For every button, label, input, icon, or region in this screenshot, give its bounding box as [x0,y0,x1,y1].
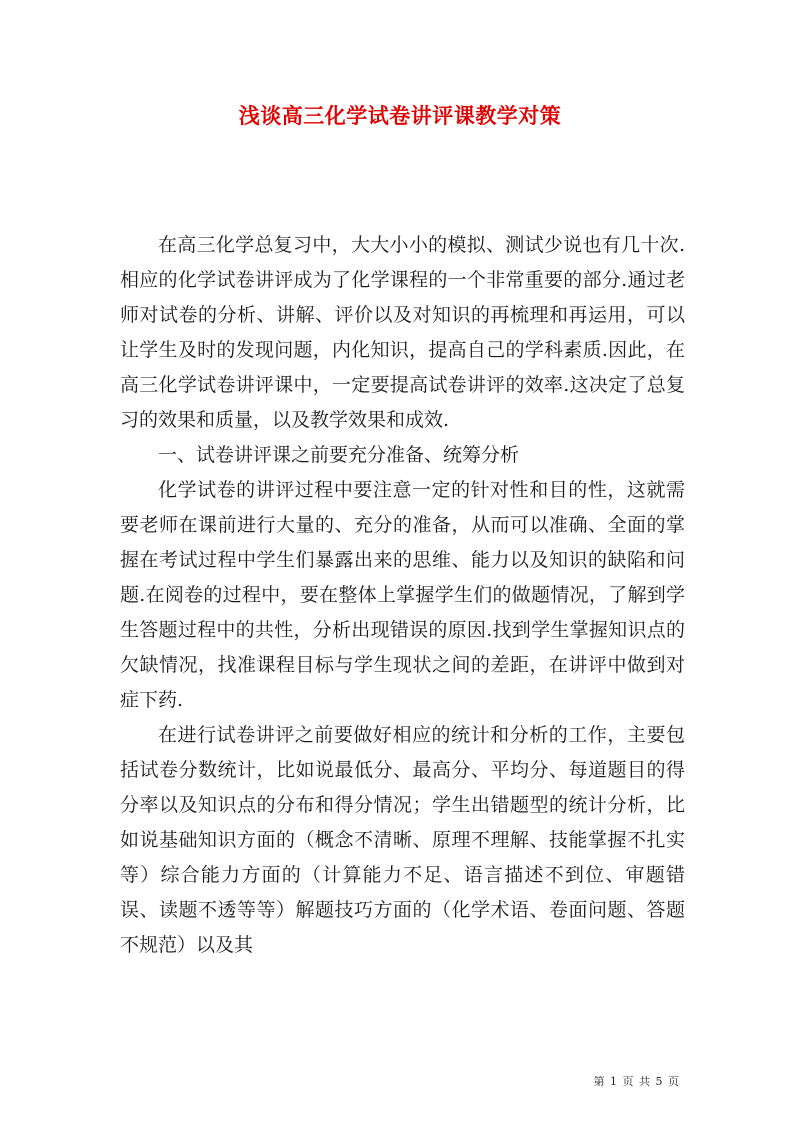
paragraph-statistics: 在进行试卷讲评之前要做好相应的统计和分析的工作，主要包括试卷分数统计，比如说最低分、最高分、平均分、每道题目的得分率以及知识点的分布和得分情况；学生出错题型的统计分析，比如说基础知识方面的（概念不清晰、原理不理解、技能掌握不扎实等）综合能力方面的（计算能力不足、语言描述不到位、审题错误、读题不透等等）解题技巧方面的（化学术语、卷面问题、答题不规范）以及其 [120,724,685,956]
paragraph-preparation: 化学试卷的讲评过程中要注意一定的针对性和目的性，这就需要老师在课前进行大量的、充分的准备，从而可以准确、全面的掌握在考试过程中学生们暴露出来的思维、能力以及知识的缺陷和问题.在阅卷的过程中，要在整体上掌握学生们的做题情况，了解到学生答题过程中的共性，分析出现错误的原因.找到学生掌握知识点的欠缺情况，找准课程目标与学生现状之间的差距，在讲评中做到对症下药. [120,479,685,711]
page-number-footer: 第 1 页 共 5 页 [593,1075,680,1088]
document-body [120,228,685,963]
section-heading-1: 一、试卷讲评课之前要充分准备、统筹分析 [158,444,520,466]
document-title: 浅谈高三化学试卷讲评课教学对策 [238,103,562,128]
paragraph-intro: 在高三化学总复习中，大大小小的模拟、测试少说也有几十次.相应的化学试卷讲评成为了化学课程的一个非常重要的部分.通过老师对试卷的分析、讲解、评价以及对知识的再梳理和再运用，可以让学生及时的发现问题，内化知识，提高自己的学科素质.因此，在高三化学试卷讲评课中，一定要提高试卷讲评的效率.这决定了总复习的效果和质量，以及教学效果和成效. [120,234,685,431]
